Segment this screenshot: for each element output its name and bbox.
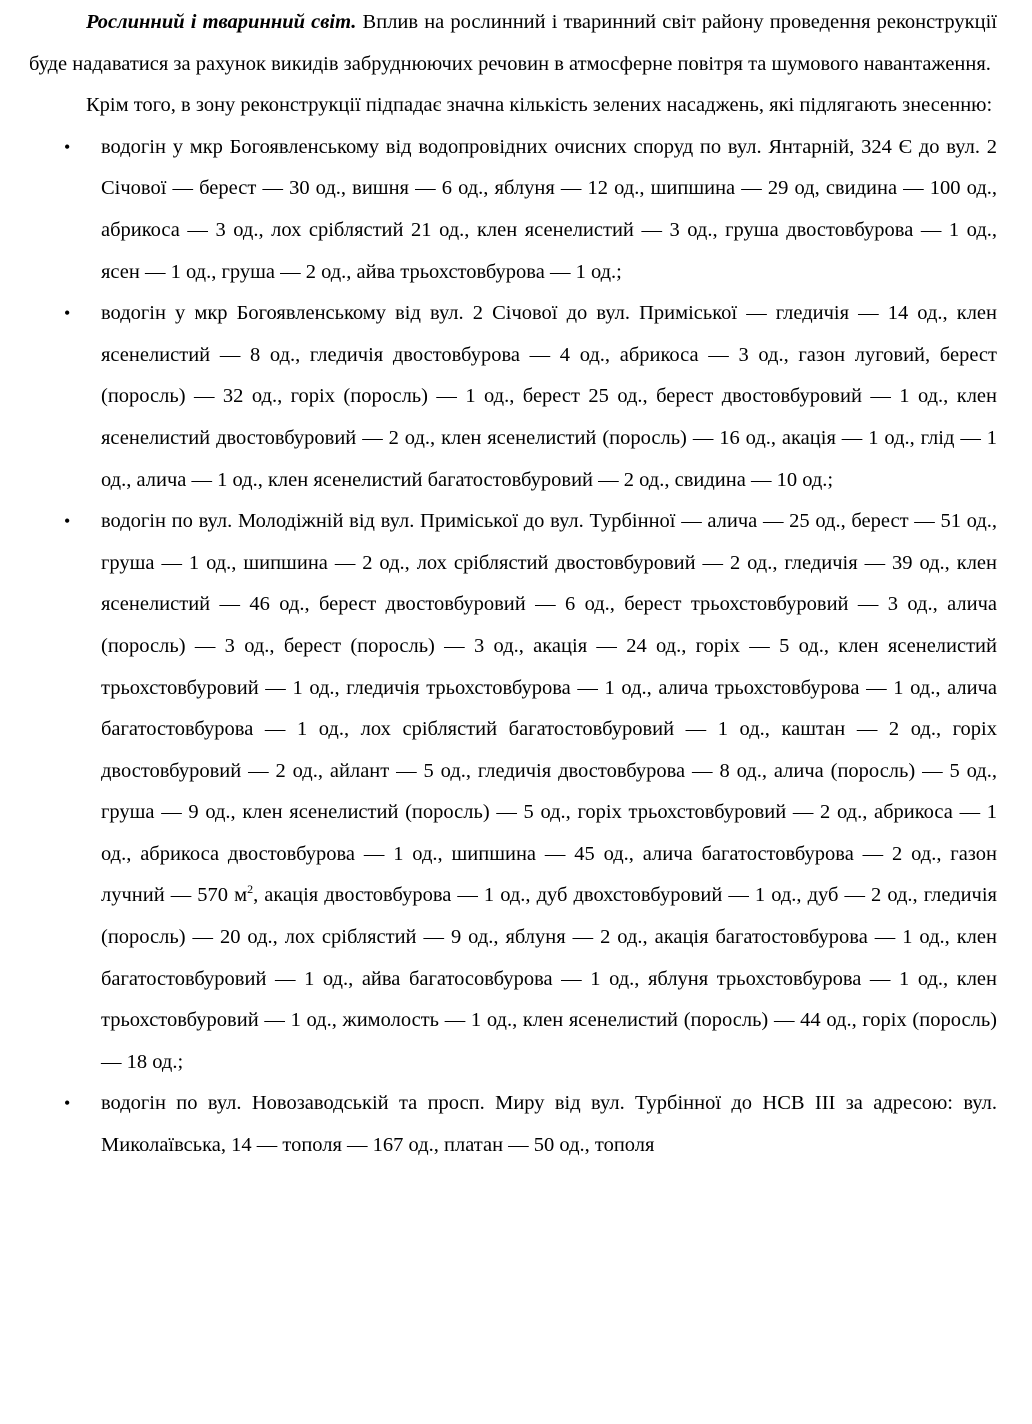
list-item (29, 293, 997, 501)
section-title: Рослинний і тваринний світ. (86, 11, 357, 33)
list-item-text: водогін у мкр Богоявленському від водопровідних очисних споруд по вул. Янтарній, 324 Є до вул. 2 Січової — берест — 30 од., вишня — 6 од., яблуня — 12 од., шипшина — 29 од, свидина — 100 од., абрикоса — 3 од., лох сріблястий 21 од., клен ясенелистий — 3 од., груша двостовбурова — 1 од., ясен — 1 од., груша — 2 од., айва трьохстовбурова — 1 од.; (101, 135, 997, 283)
list-item-text: водогін у мкр Богоявленському від вул. 2 Січової до вул. Приміської — гледичія — 14 од., клен ясенелистий — 8 од., гледичія двостовбурова — 4 од., абрикоса — 3 од., газон луговий, берест (поросль) — 32 од., горіх (поросль) — 1 од., берест 25 од., берест двостовбуровий — 1 од., клен ясенелистий двостовбуровий — 2 од., клен ясенелистий (поросль) — 16 од., акація — 1 од., глід — 1 од., алича — 1 од., клен ясенелистий багатостовбуровий — 2 од., свидина — 10 од.; (101, 302, 997, 491)
intro-text: Вплив на рослинний і тваринний світ району проведення реконструкції буде надаватися за рахунок викидів забруднюючих речовин в атмосферне повітря та шумового навантаження. (29, 11, 997, 75)
bullet-icon: • (64, 303, 71, 324)
bullet-icon: • (64, 1093, 71, 1114)
list-item (29, 127, 997, 293)
intro-paragraph-2: Крім того, в зону реконструкції підпадає значна кількість зелених насаджень, які підлягають знесенню: (86, 94, 993, 117)
plantings-list (29, 127, 997, 1167)
intro-paragraph (29, 0, 997, 85)
list-item (29, 501, 997, 1083)
document-page (29, 0, 997, 1167)
list-item-text: водогін по вул. Молодіжній від вул. Приміської до вул. Турбінної — алича — 25 од., берест — 51 од., груша — 1 од., шипшина — 2 од., лох сріблястий двостовбуровий — 2 од., гледичія — 39 од., клен ясенелистий — 46 од., берест двостовбуровий — 6 од., берест трьохстовбуровий — 3 од., алича (поросль) — 3 од., берест (поросль) — 3 од., акація — 24 од., горіх — 5 од., клен ясенелистий трьохстовбуровий — 1 од., гледичія трьохстовбурова — 1 од., алича трьохстовбурова — 1 од., алича багатостовбурова — 1 од., лох сріблястий багатостовбуровий — 1 од., каштан — 2 од., горіх двостовбуровий — 2 од., айлант — 5 од., гледичія двостовбурова — 8 од., алича (поросль) — 5 од., груша — 9 од., клен ясенелистий (поросль) — 5 од., горіх трьохстовбуровий — 2 од., абрикоса — 1 од., абрикоса двостовбурова — 1 од., шипшина — 45 од., алича багатостовбурова — 2 од., газон лучний — 570 м (101, 510, 997, 907)
list-item (29, 1083, 997, 1166)
superscript: 2 (247, 882, 254, 897)
bullet-icon: • (64, 136, 71, 157)
list-item-text: водогін по вул. Новозаводській та просп. Миру від вул. Турбінної до НСВ ІІІ за адресою: вул. Миколаївська, 14 — тополя — 167 од., платан — 50 од., тополя (101, 1092, 997, 1157)
list-item-text-continued: , акація двостовбурова — 1 од., дуб двохстовбуровий — 1 од., дуб — 2 од., гледичія (поросль) — 20 од., лох сріблястий — 9 од., яблуня — 2 од., акація багатостовбурова — 1 од., клен багатостовбуровий — 1 од., айва багатосовбурова — 1 од., яблуня трьохстовбурова — 1 од., клен трьохстовбуровий — 1 од., жимолость — 1 од., клен ясенелистий (поросль) — 44 од., горіх (поросль) — 18 од.; (101, 884, 997, 1073)
bullet-icon: • (64, 511, 71, 532)
